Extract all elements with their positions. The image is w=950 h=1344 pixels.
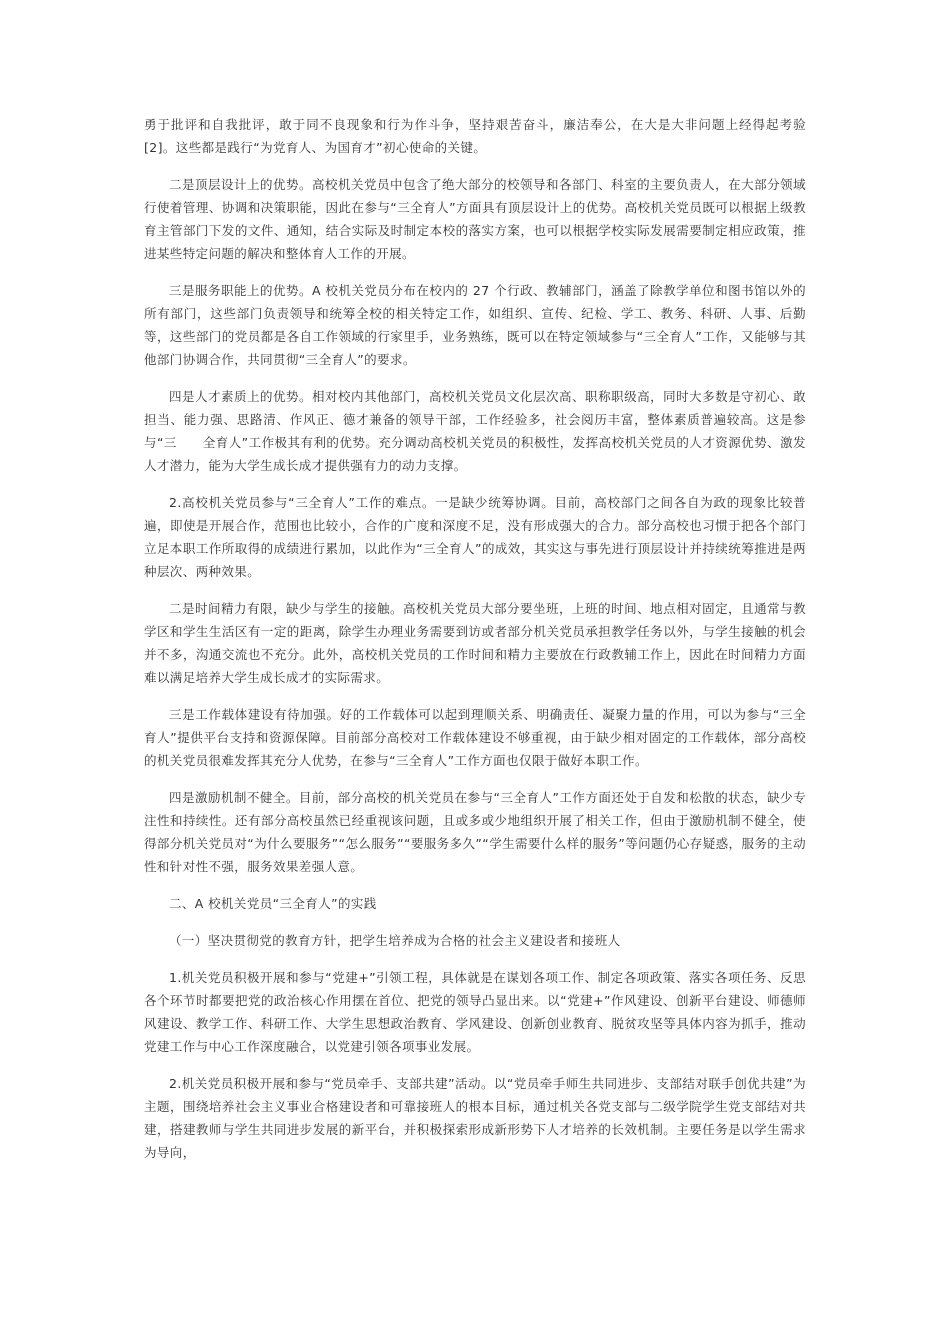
paragraph-time-energy: 二是时间精力有限，缺少与学生的接触。高校机关党员大部分要坐班，上班的时间、地点相对固定，且通常与教学区和学生生活区有一定的距离，除学生办理业务需要到访或者部分机关党员承担教学任务以外，与学生接触的机会并不多，沟通交流也不充分。此外，高校机关党员的工作时间和精力主要放在行政教辅工作上，因此在时间精力方面难以满足培养大学生成长成才的实际需求。 <box>144 601 806 685</box>
paragraph-incentive: 四是激励机制不健全。目前，部分高校的机关党员在参与“三全育人”工作方面还处于自发和松散的状态，缺少专注性和持续性。还有部分高校虽然已经重视该问题，且或多或少地组织开展了相关工作，但由于激励机制不健全，使得部分机关党员对“为什么要服务”“怎么服务”“要服务多久”“学生需要什么样的服务”等问题仍心存疑惑，服务的主动性和针对性不强，服务效果差强人意。 <box>144 790 806 874</box>
paragraph-party-building-plus: 1.机关党员积极开展和参与“党建+”引领工程，具体就是在谋划各项工作、制定各项政策、落实各项任务、反思各个环节时都要把党的政治核心作用摆在首位、把党的领导凸显出来。以“党建+”作风建设、创新平台建设、师德师风建设、教学工作、科研工作、大学生思想政治教育、学风建设、创新创业教育、脱贫攻坚等具体内容为抓手，推动党建工作与中心工作深度融合，以党建引领各项事业发展。 <box>144 970 806 1054</box>
document-body <box>144 113 806 1178</box>
subsection-heading: （一）坚决贯彻党的教育方针，把学生培养成为合格的社会主义建设者和接班人 <box>169 933 621 948</box>
paragraph-work-carrier: 三是工作载体建设有待加强。好的工作载体可以起到理顺关系、明确责任、凝聚力量的作用，可以为参与“三全育人”提供平台支持和资源保障。目前部分高校对工作载体建设不够重视，由于缺少相对固定的工作载体，部分高校的机关党员很难发挥其充分人优势，在参与“三全育人”工作方面也仅限于做好本职工作。 <box>144 707 806 768</box>
paragraph-service-function: 三是服务职能上的优势。A 校机关党员分布在校内的 27 个行政、教辅部门，涵盖了除教学单位和图书馆以外的所有部门，这些部门负责领导和统筹全校的相关特定工作，如组织、宣传、纪检、学工、教务、科研、人事、后勤等，这些部门的党员都是各自工作领域的行家里手，业务熟练，既可以在特定领域参与“三全育人”工作，又能够与其他部门协调合作，共同贯彻“三全育人”的要求。 <box>144 283 806 367</box>
paragraph-talent-quality: 四是人才素质上的优势。相对校内其他部门，高校机关党员文化层次高、职称职级高，同时大多数是守初心、敢担当、能力强、思路清、作风正、德才兼备的领导干部，工作经验多，社会阅历丰富，整体素质普遍较高。这是参与“三 全育人”工作极其有利的优势。充分调动高校机关党员的积极性，发挥高校机关党员的人才资源优势、激发人才潜力，能为大学生成长成才提供强有力的动力支撑。 <box>144 389 806 473</box>
paragraph-continuation: 勇于批评和自我批评，敢于同不良现象和行为作斗争，坚持艰苦奋斗，廉洁奉公，在大是大非问题上经得起考验[2]。这些都是践行“为党育人、为国育才”初心使命的关键。 <box>144 117 806 155</box>
paragraph-branch-cooperation: 2.机关党员积极开展和参与“党员牵手、支部共建”活动。以“党员牵手师生共同进步、支部结对联手创优共建”为主题，围绕培养社会主义事业合格建设者和可靠接班人的根本目标，通过机关各党支部与二级学院学生党支部结对共建，搭建教师与学生共同进步发展的新平台，并积极探索形成新形势下人才培养的长效机制。主要任务是以学生需求为导向， <box>144 1076 806 1160</box>
paragraph-top-level-design: 二是顶层设计上的优势。高校机关党员中包含了绝大部分的校领导和各部门、科室的主要负责人，在大部分领域行使着管理、协调和决策职能，因此在参与“三全育人”方面具有顶层设计上的优势。高校机关党员既可以根据上级教育主管部门下发的文件、通知，结合实际及时制定本校的落实方案，也可以根据学校实际发展需要制定相应政策，推进某些特定问题的解决和整体育人工作的开展。 <box>144 177 806 261</box>
section-heading: 二、A 校机关党员“三全育人”的实践 <box>169 896 377 911</box>
paragraph-difficulties: 2.高校机关党员参与“三全育人”工作的难点。一是缺少统筹协调。目前，高校部门之间各自为政的现象比较普遍，即使是开展合作，范围也比较小，合作的广度和深度不足，没有形成强大的合力。部分高校也习惯于把各个部门立足本职工作所取得的成绩进行累加，以此作为“三全育人”的成效，其实这与事先进行顶层设计并持续统筹推进是两种层次、两种效果。 <box>144 495 806 579</box>
